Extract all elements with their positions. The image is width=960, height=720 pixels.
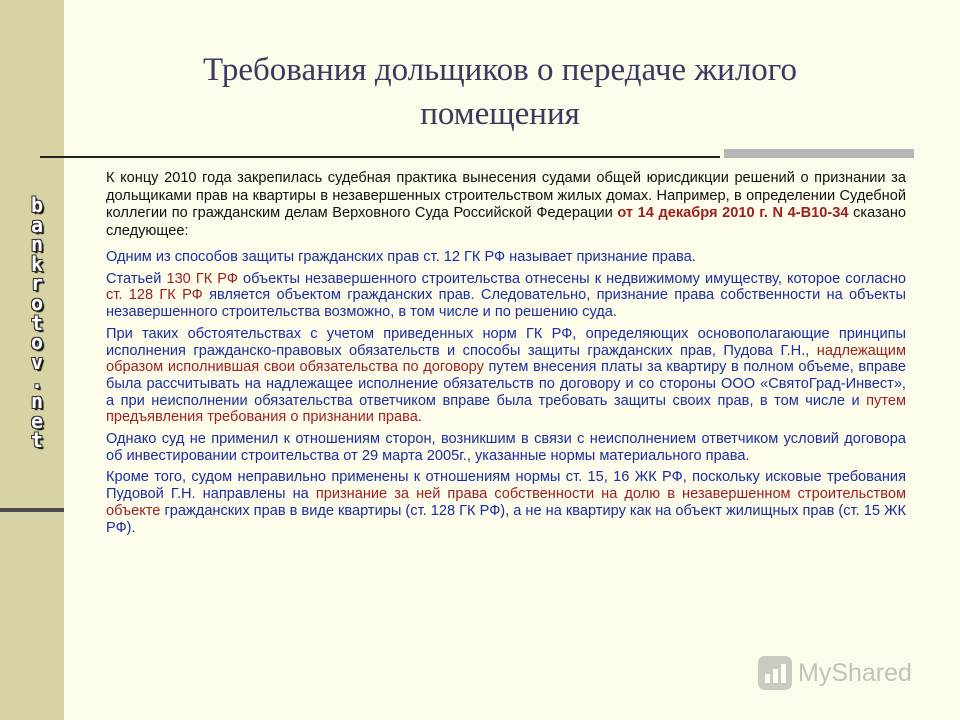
law-reference: ст. 128 ГК РФ <box>106 287 203 304</box>
brand-letter: . <box>30 369 44 394</box>
intro-paragraph: К концу 2010 года закрепилась судебная практика вынесения судами общей юрисдикции решений о признании за дольщиками прав на квартиры в незавершенных строительством жилых домах. Например, в определении Судебной коллегии по гражданским делам Верховного Суда Российской Федерации от 14 декабря 2010 г. N 4-В10-34 сказано следующее: <box>106 170 907 239</box>
brand-letter: r <box>30 271 44 296</box>
brand-letter: v <box>30 349 44 374</box>
brand-letter: t <box>30 310 44 335</box>
brand-letter: n <box>30 388 44 413</box>
quote-paragraph: Кроме того, судом неправильно применены к отношениям нормы ст. 15, 16 ЖК РФ, поскольку исковые требования Пудовой Г.Н. направлены на признание за ней права собственности на долю в незавершенном строительством объекте гражданских прав в виде квартиры (ст. 128 ГК РФ), а не на квартиру как на объект жилищных прав (ст. 15 ЖК РФ). <box>106 469 906 536</box>
brand-letter: t <box>30 428 44 453</box>
chart-bars-icon <box>758 656 792 690</box>
brand-letter: o <box>30 290 44 315</box>
side-divider <box>0 508 64 512</box>
highlighted-phrase: надлежащим образом исполнившая свои обязательства по договору <box>106 342 906 376</box>
brand-letter: a <box>30 212 44 237</box>
quote-paragraph: Статьей 130 ГК РФ объекты незавершенного строительства отнесены к недвижимому имуществу, которое согласно ст. 128 ГК РФ является объектом гражданских прав. Следовательно, признание права собственности на объекты незавершенного строительства возможно, в том числе и по решению суда. <box>106 270 906 321</box>
brand-letter: b <box>30 193 44 217</box>
quote-paragraph: При таких обстоятельствах с учетом приведенных норм ГК РФ, определяющих основополагающие принципы исполнения гражданско-правовых обязательств и способы защиты гражданских прав, Пудова Г.Н., надлежащим образом исполнившая свои обязательства по договору путем внесения платы за квартиру в полном объеме, вправе была рассчитывать на надлежащее исполнение обязательств по договору и со стороны ООО «СвятоГрад-Инвест», а при неисполнении обязательства ответчиком вправе была требовать защиты своих прав, в том числе и путем предъявления требования о признании права. <box>106 325 906 426</box>
highlighted-phrase: путем предъявления требования о признании права <box>106 392 906 426</box>
slide-body <box>106 170 906 541</box>
brand-letter: o <box>30 330 44 355</box>
court-reference: от 14 декабря 2010 г. N 4-В10-34 <box>617 205 849 221</box>
quote-paragraph: Однако суд не применил к отношениям сторон, возникшим в связи с неисполнением ответчиком условий договора об инвестировании строительства от 29 марта 2005г., указанные нормы материального права. <box>106 431 906 464</box>
brand-letter: n <box>30 232 44 257</box>
watermark <box>758 656 912 690</box>
slide-title: Требования дольщиков о передаче жилого помещения <box>202 52 798 132</box>
brand-letter: k <box>30 251 44 276</box>
highlighted-phrase: признание за ней права собственности на долю в незавершенном строительством объекте <box>106 486 906 519</box>
quote-paragraph: Одним из способов защиты гражданских прав ст. 12 ГК РФ называет признание права. <box>106 249 696 265</box>
watermark-text: MyShared <box>798 658 912 687</box>
title-underline <box>40 156 720 158</box>
brand-letter: e <box>30 408 44 433</box>
law-reference: 130 ГК РФ <box>166 270 238 287</box>
vertical-brand-label <box>26 193 48 453</box>
title-accent-bar <box>724 149 914 158</box>
